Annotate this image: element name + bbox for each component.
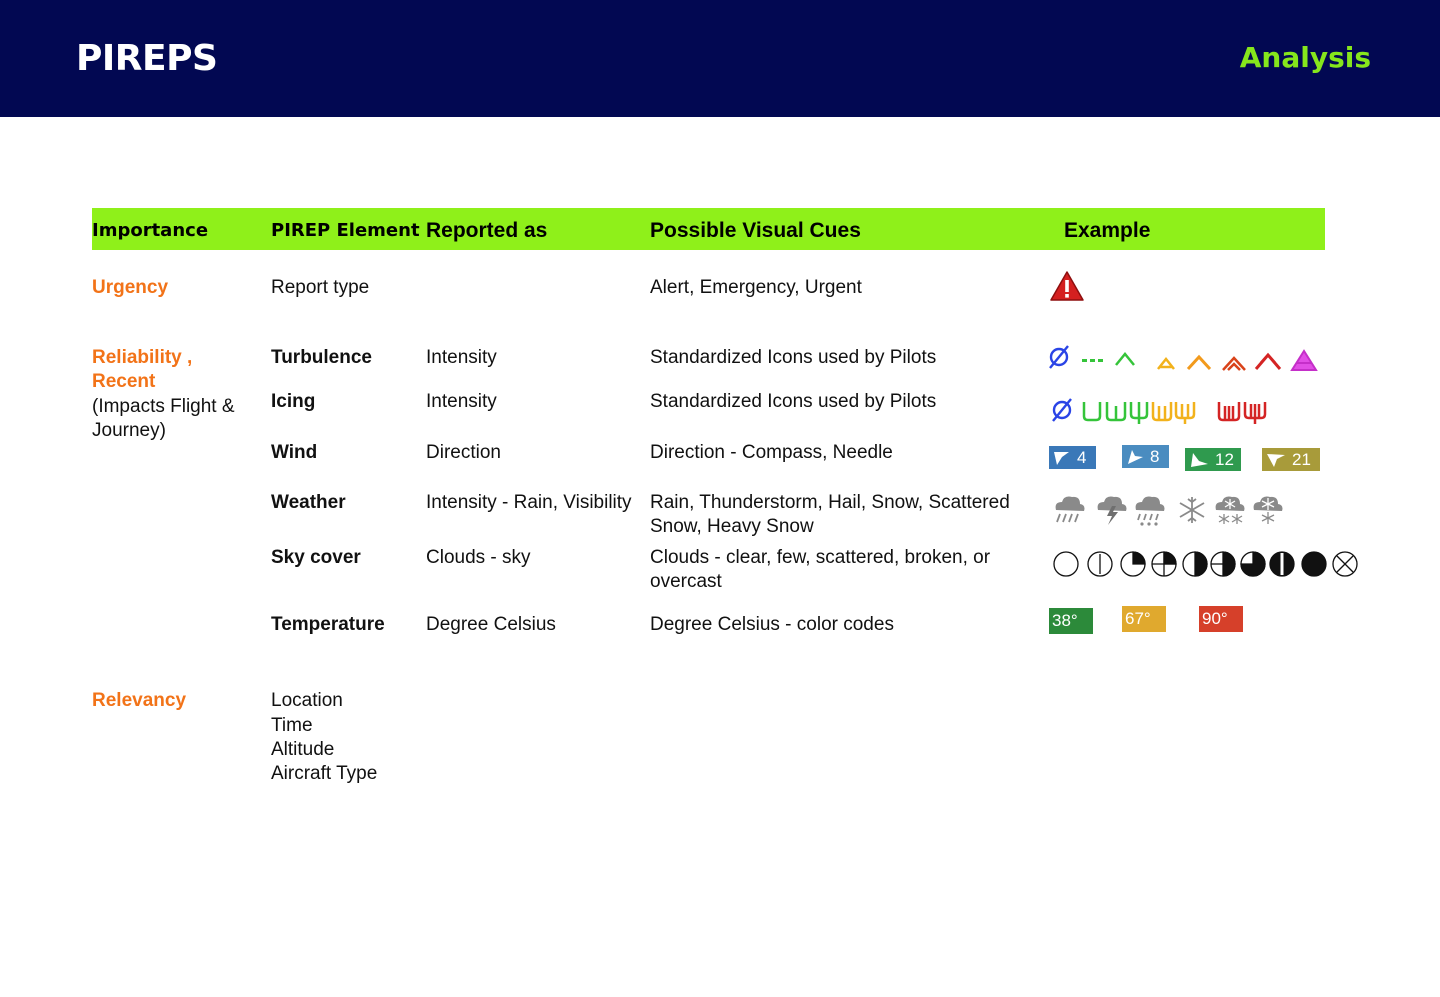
group-note-2: Journey)	[92, 420, 166, 441]
turbulence-severe-icon	[1256, 355, 1280, 369]
wind-speed-value: 21	[1292, 449, 1311, 469]
wind-example-1	[1049, 446, 1096, 469]
column-header-reported: Reported as	[426, 219, 548, 242]
element-weather: Weather	[271, 492, 346, 513]
sky-clear-icon	[1054, 552, 1078, 576]
icing-icons	[1049, 396, 1271, 426]
wind-example-4	[1262, 448, 1320, 471]
icing-light-moderate-icon	[1131, 402, 1147, 424]
turbulence-none-icon	[1050, 346, 1068, 368]
warning-triangle-icon	[1049, 270, 1085, 302]
sky-broken-icon	[1241, 552, 1265, 576]
element-turbulence: Turbulence	[271, 347, 372, 368]
element-temperature: Temperature	[271, 614, 385, 635]
element-icing: Icing	[271, 391, 316, 412]
reported-weather: Intensity - Rain, Visibility	[426, 492, 632, 513]
icing-heavy-icon	[1245, 402, 1265, 424]
cues-sky-cover: Clouds - clear, few, scattered, broken, or	[650, 547, 991, 568]
turbulence-smooth-light-icon	[1082, 359, 1103, 362]
icing-none-icon	[1053, 399, 1071, 421]
wind-needle-icon	[1126, 449, 1144, 465]
hail-icon	[1136, 497, 1165, 526]
temperature-example-3: 90°	[1199, 606, 1243, 632]
temperature-example-2: 67°	[1122, 606, 1166, 632]
sky-cover-icons	[1052, 549, 1362, 579]
turbulence-moderate-severe-icon	[1223, 358, 1245, 370]
scattered-snow-icon	[1216, 497, 1245, 524]
sky-scattered-icon	[1152, 552, 1176, 576]
reported-sky-cover: Clouds - sky	[426, 547, 531, 568]
column-header-cues: Possible Visual Cues	[650, 219, 861, 242]
reported-turbulence: Intensity	[426, 347, 497, 368]
wind-needle-icon	[1266, 452, 1286, 468]
group-note: (Impacts Flight &	[92, 396, 235, 417]
icing-light-icon	[1107, 402, 1125, 420]
page-title: PIREPS	[76, 38, 218, 79]
relevancy-item: Aircraft Type	[271, 763, 378, 784]
sky-six-tenths-icon	[1211, 552, 1235, 576]
icing-trace-icon	[1084, 402, 1100, 420]
cues-temperature: Degree Celsius - color codes	[650, 614, 894, 635]
wind-needle-icon	[1189, 452, 1209, 468]
turbulence-icons	[1046, 343, 1322, 373]
group-reliability: Reliability ,	[92, 347, 193, 368]
cues-weather-2: Snow, Heavy Snow	[650, 516, 814, 537]
icing-severe-icon	[1219, 402, 1239, 420]
heavy-snow-icon	[1254, 497, 1283, 524]
column-header-importance: Importance	[92, 220, 209, 241]
sky-obscured-icon	[1333, 552, 1357, 576]
wind-needle-icon	[1053, 450, 1071, 466]
turbulence-extreme-icon	[1292, 351, 1316, 370]
turbulence-light-moderate-icon	[1158, 359, 1174, 369]
group-relevancy: Relevancy	[92, 690, 187, 711]
element-report-type: Report type	[271, 277, 370, 298]
cues-weather: Rain, Thunderstorm, Hail, Snow, Scattered	[650, 492, 1010, 513]
reported-icing: Intensity	[426, 391, 497, 412]
sky-half-icon	[1183, 552, 1207, 576]
temperature-example-1: 38°	[1049, 608, 1093, 634]
wind-speed-value: 12	[1215, 449, 1234, 469]
sky-nine-tenths-icon	[1270, 552, 1294, 576]
cues-wind: Direction - Compass, Needle	[650, 442, 893, 463]
cues-icing: Standardized Icons used by Pilots	[650, 391, 937, 412]
icing-moderate-icon	[1153, 402, 1171, 420]
reported-temperature: Degree Celsius	[426, 614, 556, 635]
sky-overcast-icon	[1302, 552, 1326, 576]
column-header-element: PIREP Element	[271, 220, 420, 241]
wind-speed-value: 4	[1077, 447, 1087, 467]
icing-moderate-severe-icon	[1176, 402, 1194, 424]
turbulence-moderate-icon	[1188, 357, 1210, 369]
cues-sky-cover-2: overcast	[650, 571, 722, 592]
thunderstorm-icon	[1098, 497, 1127, 525]
section-label: Analysis	[1239, 41, 1371, 74]
element-wind: Wind	[271, 442, 318, 463]
turbulence-light-icon	[1116, 354, 1134, 365]
reported-wind: Direction	[426, 442, 501, 463]
element-sky-cover: Sky cover	[271, 547, 361, 568]
sky-one-tenth-icon	[1088, 552, 1112, 576]
weather-icons	[1052, 492, 1288, 528]
sky-few-icon	[1121, 552, 1145, 576]
relevancy-item: Location	[271, 690, 343, 711]
cues-turbulence: Standardized Icons used by Pilots	[650, 347, 937, 368]
relevancy-item: Altitude	[271, 739, 335, 760]
rain-icon	[1056, 497, 1085, 522]
group-recent: Recent	[92, 371, 156, 392]
cues-report-type: Alert, Emergency, Urgent	[650, 277, 862, 298]
wind-speed-value: 8	[1150, 446, 1160, 466]
wind-example-2	[1122, 445, 1169, 468]
wind-example-3	[1185, 448, 1241, 471]
snow-icon	[1180, 497, 1204, 523]
column-header-example: Example	[1064, 219, 1151, 242]
relevancy-item: Time	[271, 715, 313, 736]
group-urgency: Urgency	[92, 277, 169, 298]
